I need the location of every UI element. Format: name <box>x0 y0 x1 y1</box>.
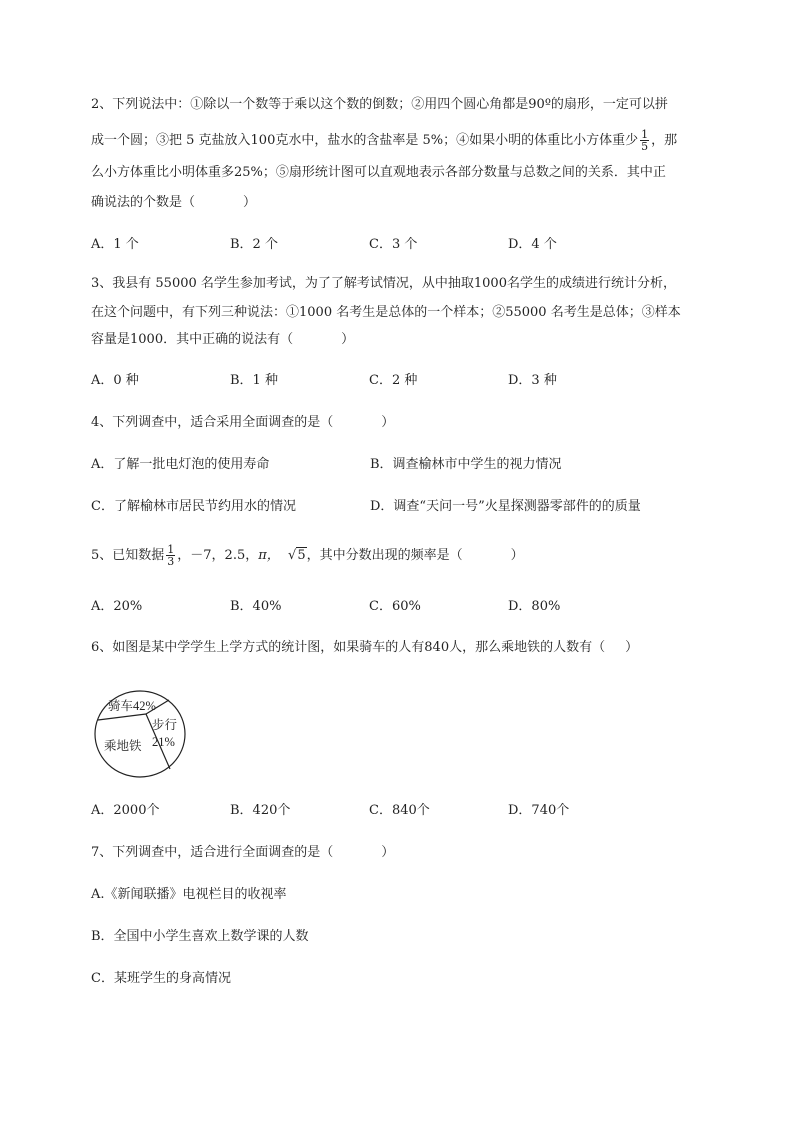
q6-option-c[interactable]: C．840个 <box>369 803 430 818</box>
q5-options <box>91 597 731 617</box>
q3-option-d[interactable]: D．3 种 <box>508 373 557 388</box>
q6-stem <box>91 638 638 658</box>
q4-option-d[interactable]: D．调查“天问一号”火星探测器零部件的的质量 <box>370 499 641 514</box>
q6-stem-a: 6、如图是某中学学生上学方式的统计图，如果骑车的人有840人，那么乘地铁的人数有（ <box>91 640 606 655</box>
q5-sqrt-sign: √ <box>288 548 297 563</box>
q5-stem-d: ） <box>510 548 524 563</box>
q7-stem-a: 7、下列调查中，适合进行全面调查的是（ <box>91 845 334 860</box>
q2-line-3: 么小方体重比小明体重多25%；⑤扇形统计图可以直观地表示各部分数量与总数之间的关系．其中正 <box>91 165 666 180</box>
q2-line-2 <box>91 129 677 152</box>
q2-option-c[interactable]: C．3 个 <box>369 237 418 252</box>
pie-label-walk-percent: 21% <box>152 735 175 749</box>
q2-option-b[interactable]: B．2 个 <box>230 237 278 252</box>
pie-divider-bike-subway <box>98 714 146 720</box>
q4-stem-b: ） <box>381 415 395 430</box>
q7-stem-b: ） <box>381 845 395 860</box>
q4-stem-a: 4、下列调查中，适合采用全面调查的是（ <box>91 415 334 430</box>
q7-option-a[interactable]: A.《新闻联播》电视栏目的收视率 <box>91 887 287 902</box>
q2-fraction <box>640 129 649 152</box>
q5-option-d[interactable]: D．80% <box>508 599 561 614</box>
q3-line-3-b: ） <box>341 332 355 347</box>
q7-option-b[interactable]: B．全国中小学生喜欢上数学课的人数 <box>91 929 309 944</box>
q5-stem <box>91 544 524 567</box>
q2-frac-num: 1 <box>641 128 649 141</box>
pie-label-walk: 步行 <box>152 718 178 732</box>
q2-option-a[interactable]: A．1 个 <box>91 237 139 252</box>
q4-option-c[interactable]: C．了解榆林市居民节约用水的情况 <box>91 499 296 514</box>
q5-sqrt-value: 5 <box>297 548 306 563</box>
q5-stem-c: ，其中分数出现的频率是（ <box>306 548 463 563</box>
q3-line-3 <box>91 330 354 350</box>
q5-frac-den: 3 <box>167 555 175 568</box>
commute-pie-chart <box>92 688 190 780</box>
q2-line-1: 2、下列说法中：①除以一个数等于乘以这个数的倒数；②用四个圆心角都是90º的扇形，一定可以拼 <box>91 97 668 112</box>
pie-label-bike: 骑车42% <box>108 699 156 713</box>
q4-option-b[interactable]: B．调查榆林市中学生的视力情况 <box>370 457 562 472</box>
q2-line-4-a: 确说法的个数是（ <box>91 195 196 210</box>
q5-sqrt <box>288 546 307 566</box>
q5-option-c[interactable]: C．60% <box>369 599 421 614</box>
pie-label-subway: 乘地铁 <box>104 739 142 753</box>
q2-line-2-text: 成一个圆；③把 5 克盐放入100克水中，盐水的含盐率是 5%；④如果小明的体重比小方体重少 <box>91 133 639 148</box>
q7-option-c[interactable]: C．某班学生的身高情况 <box>91 971 231 986</box>
q5-fraction <box>166 544 175 567</box>
q5-stem-b: ，－7，2.5， <box>177 548 259 563</box>
q6-stem-b: ） <box>625 640 639 655</box>
q7-stem <box>91 843 394 863</box>
q4-options-row-1 <box>91 455 731 475</box>
q2-line-4-b: ） <box>243 195 257 210</box>
q5-option-b[interactable]: B．40% <box>230 599 282 614</box>
q6-option-d[interactable]: D．740个 <box>508 803 570 818</box>
q5-frac-num: 1 <box>167 543 175 556</box>
q4-option-a[interactable]: A．了解一批电灯泡的使用寿命 <box>91 457 270 472</box>
q2-line-4 <box>91 193 256 213</box>
q3-option-b[interactable]: B．1 种 <box>230 373 278 388</box>
q3-option-c[interactable]: C．2 种 <box>369 373 418 388</box>
q5-option-a[interactable]: A．20% <box>91 599 143 614</box>
q2-frac-den: 5 <box>641 140 649 153</box>
q3-line-3-a: 容量是1000．其中正确的说法有（ <box>91 332 294 347</box>
q6-option-a[interactable]: A．2000个 <box>91 803 160 818</box>
q3-line-1: 3、我县有 55000 名学生参加考试，为了了解考试情况，从中抽取1000名学生的成绩进行统计分析， <box>91 276 676 291</box>
q3-options <box>91 371 731 391</box>
q5-pi: π， <box>258 548 280 563</box>
q4-stem <box>91 413 394 433</box>
q3-line-2: 在这个问题中，有下列三种说法：①1000 名考生是总体的一个样本；②55000 名考生是总体；③样本 <box>91 305 681 320</box>
q3-option-a[interactable]: A．0 种 <box>91 373 139 388</box>
q2-option-d[interactable]: D．4 个 <box>508 237 557 252</box>
q5-stem-a: 5、已知数据 <box>91 548 165 563</box>
q2-options <box>91 235 731 255</box>
q6-options <box>91 801 731 821</box>
q6-option-b[interactable]: B．420个 <box>230 803 291 818</box>
q4-options-row-2 <box>91 497 731 517</box>
q2-line-2-tail: ，那 <box>651 133 678 148</box>
